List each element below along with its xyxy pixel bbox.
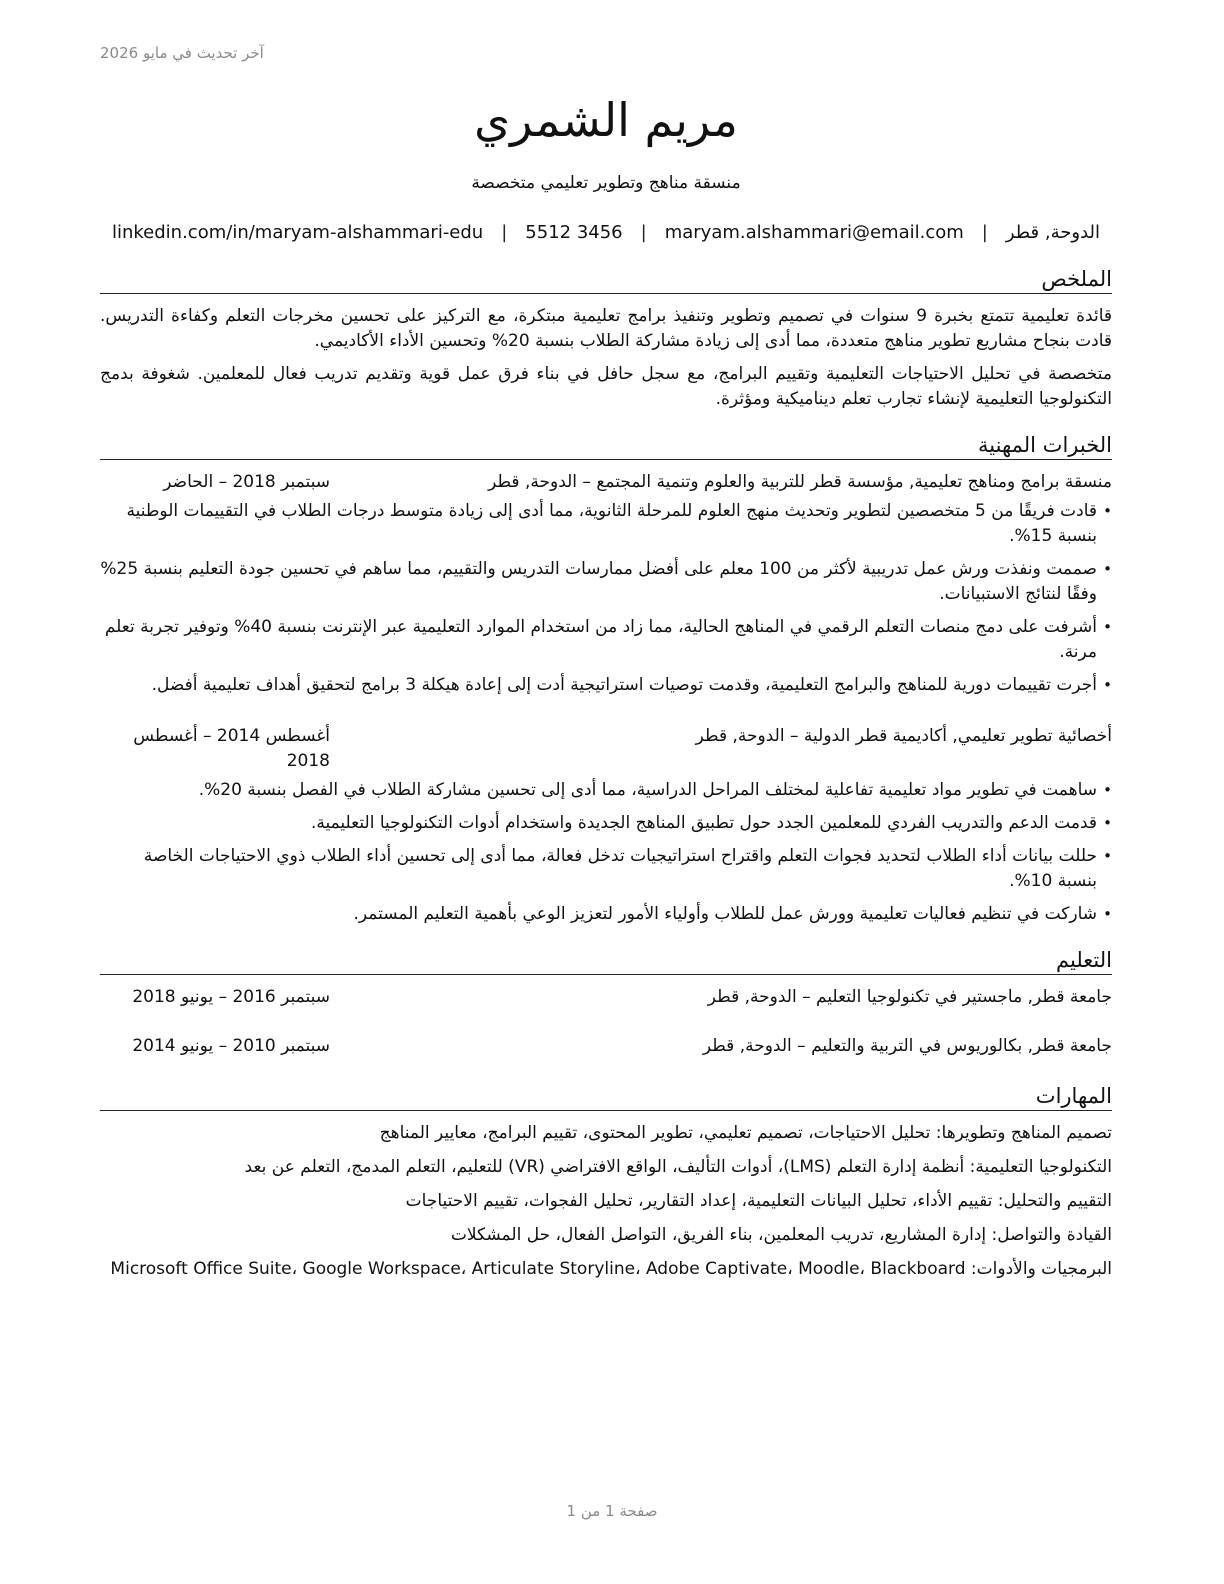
education-heading-text: جامعة قطر, بكالوريوس في التربية والتعليم – الدوحة, قطر	[702, 1036, 1112, 1056]
list-item: • ساهمت في تطوير مواد تعليمية تفاعلية لمختلف المراحل الدراسية، مما أدى إلى تحسين مشاركة الطلاب في الفصل بنسبة 20%.	[100, 778, 1112, 803]
summary-section	[100, 304, 1112, 412]
contact-separator: |	[501, 222, 508, 243]
contact-line	[100, 220, 1112, 246]
summary-paragraph: متخصصة في تحليل الاحتياجات التعليمية وتقييم البرامج، مع سجل حافل في بناء فرق عمل قوية وتقديم تدريب فعال للمعلمين. شغوفة بدمج التكنولوجيا التعليمية لإنشاء تجارب تعلم ديناميكية ومؤثرة.	[100, 364, 1112, 409]
education-heading: التعليم	[100, 947, 1112, 975]
contact-separator: |	[981, 222, 988, 243]
education-dates: سبتمبر 2016 – يونيو 2018	[132, 987, 330, 1007]
job-entry	[100, 724, 1112, 927]
list-item: • قادت فريقًا من 5 متخصصين لتطوير وتحديث منهج العلوم للمرحلة الثانوية، مما أدى إلى زيادة متوسط درجات الطلاب في التقييمات الوطنية بنسبة 15%.	[100, 499, 1112, 549]
contact-separator: |	[640, 222, 647, 243]
job-entry	[100, 470, 1112, 698]
job-dates: أغسطس 2014 – أغسطس 2018	[133, 726, 330, 771]
education-heading-text: جامعة قطر, ماجستير في تكنولوجيا التعليم – الدوحة, قطر	[707, 987, 1112, 1007]
summary-heading: الملخص	[100, 266, 1112, 294]
skills-heading: المهارات	[100, 1083, 1112, 1111]
list-item: • قدمت الدعم والتدريب الفردي للمعلمين الجدد حول تطبيق المناهج الجديدة واستخدام أدوات التكنولوجيا التعليمية.	[100, 811, 1112, 836]
job-dates: سبتمبر 2018 – الحاضر	[163, 472, 330, 492]
contact-linkedin[interactable]: linkedin.com/in/maryam-alshammari-edu	[111, 222, 484, 243]
education-entry	[100, 1034, 1112, 1059]
list-item: • حللت بيانات أداء الطلاب لتحديد فجوات التعلم واقتراح استراتيجيات تدخل فعالة، مما أدى إلى تحسين أداء الطلاب ذوي الاحتياجات الخاصة بنسبة 10%.	[100, 844, 1112, 894]
contact-location: الدوحة, قطر	[1005, 222, 1101, 243]
list-item: • صممت ونفذت ورش عمل تدريبية لأكثر من 100 معلم على أفضل ممارسات التدريس والتقييم، مما ساهم في تحسين جودة التعليم بنسبة 25% وفقًا لنتائج الاستبيانات.	[100, 557, 1112, 607]
education-dates: سبتمبر 2010 – يونيو 2014	[132, 1036, 330, 1056]
job-heading: أخصائية تطوير تعليمي, أكاديمية قطر الدولية – الدوحة, قطر	[695, 726, 1112, 746]
skill-line: البرمجيات والأدوات: Microsoft Office Suite، Google Workspace، Articulate Storyline، Adobe Captivate، Moodle، Blackboard	[110, 1259, 1112, 1279]
skill-line: تصميم المناهج وتطويرها: تحليل الاحتياجات، تصميم تعليمي، تطوير المحتوى، تقييم البرامج، معايير المناهج	[379, 1123, 1112, 1143]
list-item: • أجرت تقييمات دورية للمناهج والبرامج التعليمية، وقدمت توصيات استراتيجية أدت إلى إعادة هيكلة 3 برامج لتحقيق أهداف تعليمية أفضل.	[100, 673, 1112, 698]
skills-section	[100, 1121, 1112, 1282]
skill-line: التقييم والتحليل: تقييم الأداء، تحليل البيانات التعليمية، إعداد التقارير، تحليل الفجوات، تقييم الاحتياجات	[405, 1191, 1112, 1211]
resume-page	[100, 88, 1112, 1291]
experience-section	[100, 470, 1112, 927]
skill-line: القيادة والتواصل: إدارة المشاريع، تدريب المعلمين، بناء الفريق، التواصل الفعال، حل المشكلات	[450, 1225, 1112, 1245]
summary-paragraph: قائدة تعليمية تتمتع بخبرة 9 سنوات في تصميم وتطوير وتنفيذ برامج تعليمية مبتكرة، مع التركيز على تحسين مخرجات التعلم وكفاءة التدريس. قادت بنجاح مشاريع تطوير مناهج متعددة، مما أدى إلى زيادة مشاركة الطلاب بنسبة 20% وتحسين الأداء الأكاديمي.	[100, 306, 1112, 351]
list-item: • أشرفت على دمج منصات التعلم الرقمي في المناهج الحالية، مما زاد من استخدام الموارد التعليمية عبر الإنترنت بنسبة 40% وتوفير تجربة تعلم مرنة.	[100, 615, 1112, 665]
job-heading: منسقة برامج ومناهج تعليمية, مؤسسة قطر للتربية والعلوم وتنمية المجتمع – الدوحة, قطر	[488, 472, 1112, 492]
education-entry	[100, 985, 1112, 1010]
candidate-name: مريم الشمري	[474, 93, 738, 147]
page-number: صفحة 1 من 1	[566, 1502, 658, 1520]
list-item: • شاركت في تنظيم فعاليات تعليمية وورش عمل للطلاب وأولياء الأمور لتعزيز الوعي بأهمية التعليم المستمر.	[100, 902, 1112, 927]
candidate-title: منسقة مناهج وتطوير تعليمي متخصصة	[471, 173, 741, 193]
education-section	[100, 985, 1112, 1059]
contact-phone: 5512 3456	[525, 222, 623, 243]
contact-email[interactable]: maryam.alshammari@email.com	[664, 222, 964, 243]
skill-line: التكنولوجيا التعليمية: أنظمة إدارة التعلم (LMS)، أدوات التأليف، الواقع الافتراضي (VR) للتعليم، التعلم المدمج، التعلم عن بعد	[244, 1157, 1112, 1177]
experience-heading: الخبرات المهنية	[100, 432, 1112, 460]
job-bullets	[100, 778, 1112, 927]
last-updated-note: آخر تحديث في مايو 2026	[100, 44, 264, 62]
job-bullets	[100, 499, 1112, 698]
